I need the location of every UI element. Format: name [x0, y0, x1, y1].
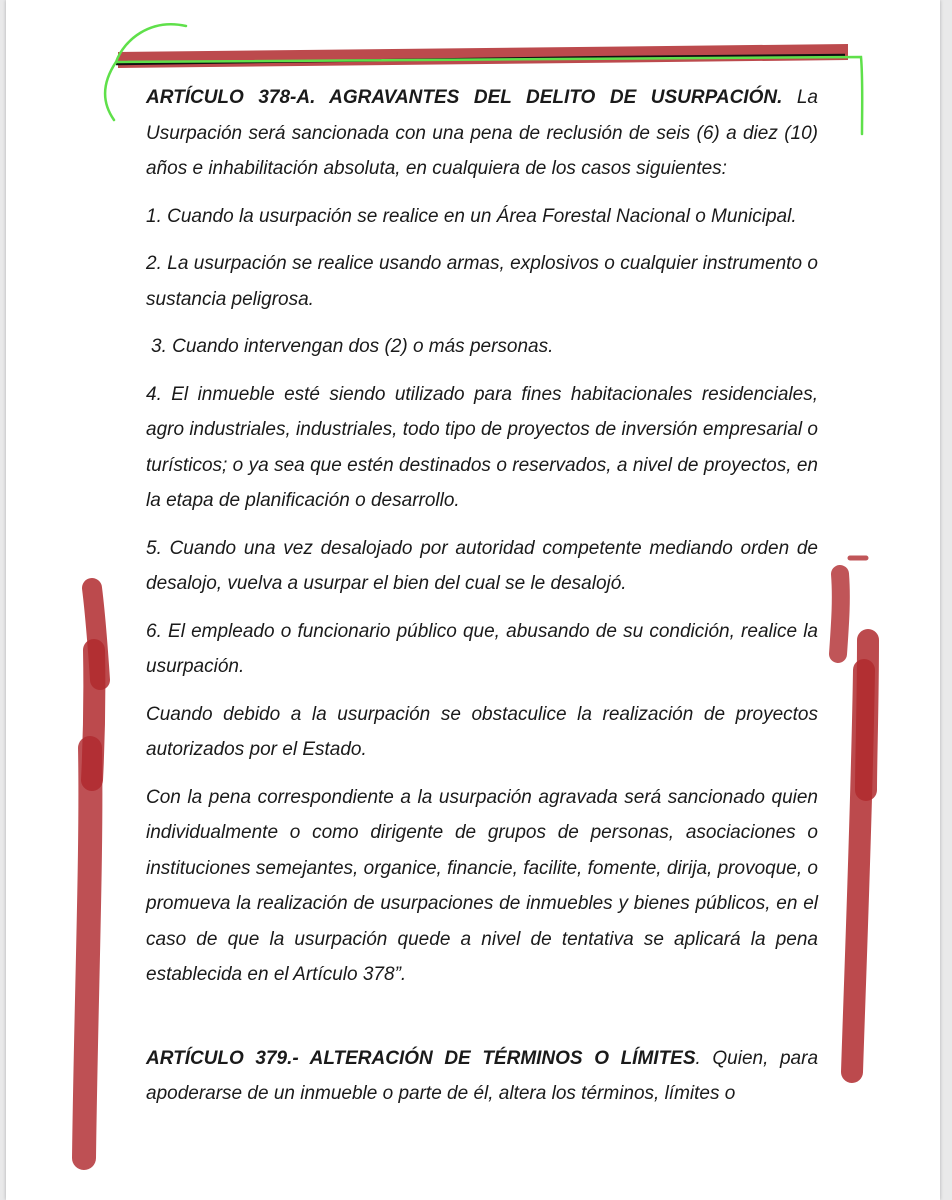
list-item-2: 2. La usurpación se realice usando armas, explosivos o cualquier instrumento o sustancia peligrosa. — [146, 253, 818, 310]
article-378a-intro — [146, 80, 818, 187]
document-page — [6, 0, 940, 1200]
list-item-5: 5. Cuando una vez desalojado por autoridad competente mediando orden de desalojo, vuelva a usurpar el bien del cual se le desalojó. — [146, 537, 818, 594]
extra-paragraph: Cuando debido a la usurpación se obstaculice la realización de proyectos autorizados por el Estado. — [146, 703, 818, 760]
article-379-text: . Quien, para apoderarse de un inmueble o parte de él, altera los términos, límites o — [146, 1047, 819, 1104]
article-378a-heading: ARTÍCULO 378-A. AGRAVANTES DEL DELITO DE USURPACIÓN. — [146, 87, 783, 108]
list-item-6: 6. El empleado o funcionario público que, abusando de su condición, realice la usurpación. — [146, 620, 818, 677]
list-item-4: 4. El inmueble esté siendo utilizado para fines habitacionales residenciales, agro industriales, industriales, todo tipo de proyectos de inversión empresarial o turísticos; o ya sea que estén destinados o reservados, a nivel de proyectos, en la etapa de planificación o desarrollo. — [146, 383, 818, 511]
document-body — [146, 80, 818, 1124]
closing-paragraph: Con la pena correspondiente a la usurpación agravada será sancionado quien individualmente o como dirigente de grupos de personas, asociaciones o instituciones semejantes, organice, financie, facilite, fomente, dirija, provoque, o promueva la realización de usurpaciones de inmuebles y bienes públicos, en el caso de que la usurpación quede a nivel de tentativa se aplicará la pena establecida en el Artículo 378”. — [146, 786, 818, 985]
article-379-paragraph — [146, 1041, 818, 1112]
list-item-3: 3. Cuando intervengan dos (2) o más personas. — [151, 336, 554, 357]
list-item-1: 1. Cuando la usurpación se realice en un Área Forestal Nacional o Municipal. — [146, 205, 797, 227]
article-378a-intro-text: La Usurpación será sancionada con una pena de reclusión de seis (6) a diez (10) años e inhabilitación absoluta, en cualquiera de los casos siguientes: — [146, 87, 819, 179]
article-379-heading: ARTÍCULO 379.- ALTERACIÓN DE TÉRMINOS O LÍMITES — [146, 1047, 696, 1069]
